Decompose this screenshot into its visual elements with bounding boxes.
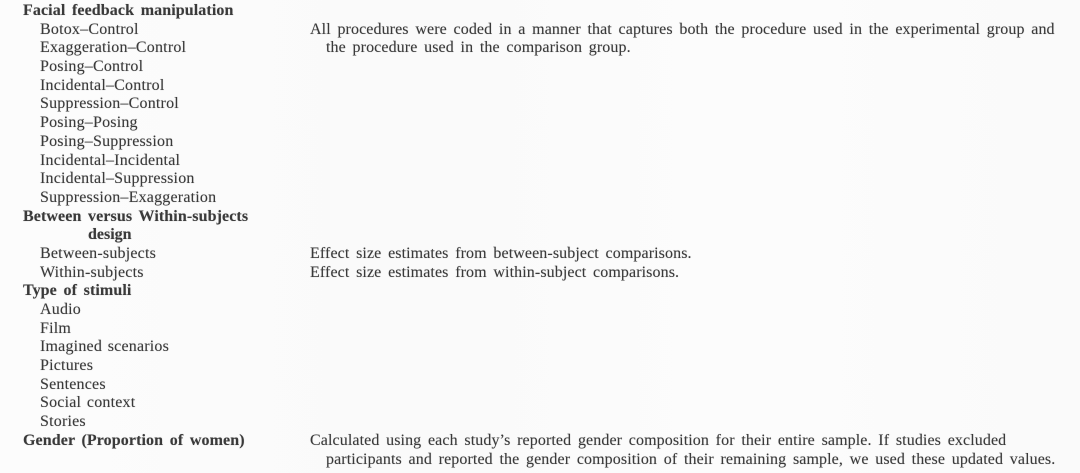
moderator-item: Sentences bbox=[40, 375, 106, 393]
description-block bbox=[310, 21, 1076, 58]
description-line: Effect size estimates from between-subject comparisons. bbox=[310, 245, 692, 263]
moderator-item: Stories bbox=[40, 413, 86, 431]
moderator-item: Exaggeration–Control bbox=[40, 39, 187, 57]
description-line: participants and reported the gender composition of their remaining sample, we used these updated values. bbox=[326, 450, 1056, 468]
moderator-category-column bbox=[0, 2, 248, 451]
moderator-item: Posing–Control bbox=[40, 58, 144, 76]
section-header: Between versus Within-subjects bbox=[23, 207, 249, 225]
moderator-item: Suppression–Control bbox=[40, 95, 179, 113]
section-header: Facial feedback manipulation bbox=[23, 2, 234, 19]
moderator-item: Within-subjects bbox=[40, 263, 144, 281]
description-line: the procedure used in the comparison group. bbox=[326, 39, 631, 57]
description-line: Calculated using each study’s reported gender composition for their entire sample. If studies excluded bbox=[310, 432, 1007, 450]
moderator-item: Posing–Suppression bbox=[40, 132, 174, 150]
moderator-item: Imagined scenarios bbox=[40, 338, 170, 356]
description-block bbox=[310, 432, 1076, 469]
moderator-item: Botox–Control bbox=[40, 20, 139, 38]
moderator-item: Audio bbox=[40, 301, 81, 318]
description-line: Effect size estimates from within-subject comparisons. bbox=[310, 263, 680, 281]
description-line: All procedures were coded in a manner that captures both the procedure used in the experimental group and bbox=[310, 20, 1055, 38]
moderator-item: Incidental–Suppression bbox=[40, 170, 195, 188]
section-header: Gender (Proportion of women) bbox=[23, 431, 245, 449]
moderator-item: Film bbox=[40, 319, 72, 337]
section-header-continuation: design bbox=[88, 226, 132, 244]
moderator-item: Posing–Posing bbox=[40, 114, 138, 132]
description-block bbox=[310, 264, 1076, 283]
moderator-item: Social context bbox=[40, 394, 136, 412]
section-header: Type of stimuli bbox=[23, 282, 132, 300]
moderator-item: Incidental–Control bbox=[40, 76, 165, 94]
moderator-item: Between-subjects bbox=[40, 244, 157, 262]
moderator-item: Incidental–Incidental bbox=[40, 151, 181, 169]
moderator-item: Pictures bbox=[40, 357, 94, 375]
description-block bbox=[310, 245, 1076, 264]
moderator-item: Suppression–Exaggeration bbox=[40, 188, 217, 206]
